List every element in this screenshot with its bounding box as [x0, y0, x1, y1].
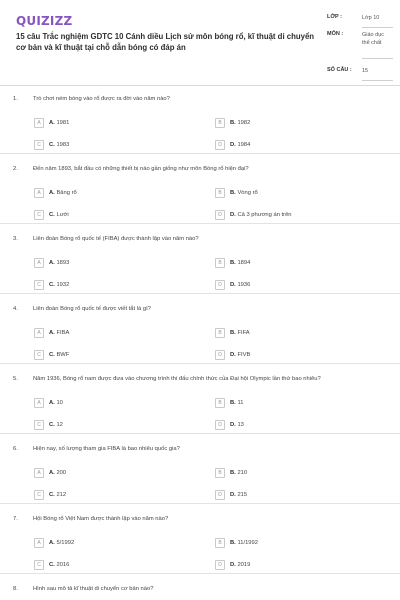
answer-option[interactable]: [34, 559, 204, 571]
option-text: [230, 282, 250, 288]
option-text: [49, 562, 69, 568]
option-label: B.: [230, 190, 236, 196]
option-letter-box: C: [34, 280, 44, 290]
answer-option[interactable]: [34, 349, 204, 361]
question-text: Liên đoàn Bóng rổ quốc tế được viết tắt là gì?: [33, 306, 151, 312]
option-text: [230, 400, 243, 406]
option-value: Vòng rổ: [237, 190, 258, 196]
option-letter-box: C: [34, 210, 44, 220]
option-label: B.: [230, 470, 236, 476]
answer-option[interactable]: [34, 187, 204, 199]
question-item: [0, 156, 400, 224]
question-number: 2.: [13, 166, 18, 172]
option-value: 10: [56, 400, 63, 406]
option-letter-box: C: [34, 490, 44, 500]
answer-option[interactable]: [215, 397, 385, 409]
option-text: [49, 330, 69, 336]
answer-option[interactable]: [215, 209, 385, 221]
option-value: Cả 3 phương án trên: [237, 212, 292, 218]
subject-value: Giáo dục thể chất: [362, 31, 393, 59]
option-label: B.: [230, 120, 236, 126]
option-label: A.: [49, 540, 55, 546]
answer-option[interactable]: [34, 419, 204, 431]
option-letter-box: C: [34, 140, 44, 150]
question-number: 8.: [13, 586, 18, 592]
question-number: 1.: [13, 96, 18, 102]
question-item: [0, 366, 400, 434]
quizizz-logo: QUIZIZZ: [16, 14, 73, 28]
count-row: [327, 67, 393, 81]
answer-option[interactable]: [215, 187, 385, 199]
question-item: [0, 506, 400, 574]
option-value: 13: [237, 422, 244, 428]
question-text: Trò chơi ném bóng vào rổ được ra đời vào năm nào?: [33, 96, 170, 102]
option-letter-box: A: [34, 328, 44, 338]
answer-option[interactable]: [34, 117, 204, 129]
option-label: B.: [230, 540, 236, 546]
option-letter-box: B: [215, 118, 225, 128]
option-value: 1981: [56, 120, 70, 126]
option-letter-box: B: [215, 398, 225, 408]
subject-label: MÔN :: [327, 31, 344, 37]
answer-option[interactable]: [34, 467, 204, 479]
option-letter-box: B: [215, 328, 225, 338]
option-letter-box: C: [34, 420, 44, 430]
answer-option[interactable]: [215, 117, 385, 129]
question-divider: [0, 153, 400, 154]
option-text: [49, 190, 77, 196]
option-label: A.: [49, 260, 55, 266]
option-value: 2019: [237, 562, 251, 568]
subject-row: [327, 31, 393, 59]
option-text: [49, 142, 69, 148]
option-label: C.: [49, 562, 55, 568]
question-text: Năm 1936, Bóng rổ nam được đưa vào chương trình thi đấu chính thức của Đại hội Olympic lần thứ bao nhiêu?: [33, 376, 321, 382]
question-text: Liên đoàn Bóng rổ quốc tế (FIBA) được thành lập vào năm nào?: [33, 236, 199, 242]
option-value: 11/1992: [237, 540, 258, 546]
option-value: 1982: [237, 120, 251, 126]
option-text: [230, 212, 292, 218]
answer-option[interactable]: [34, 279, 204, 291]
option-text: [49, 282, 69, 288]
option-label: C.: [49, 142, 55, 148]
option-label: D.: [230, 282, 236, 288]
option-text: [230, 190, 258, 196]
option-label: D.: [230, 212, 236, 218]
option-letter-box: B: [215, 188, 225, 198]
option-value: Bảng rổ: [56, 190, 77, 196]
option-value: 11: [237, 400, 244, 406]
option-value: FIBA: [56, 330, 70, 336]
question-divider: [0, 503, 400, 504]
option-text: [49, 492, 66, 498]
option-value: 210: [237, 470, 248, 476]
question-number: 3.: [13, 236, 18, 242]
question-item: [0, 296, 400, 364]
option-value: BWF: [56, 352, 70, 358]
option-letter-box: C: [34, 350, 44, 360]
option-label: B.: [230, 400, 236, 406]
worksheet-meta: [327, 14, 393, 81]
option-value: Lưới: [56, 212, 69, 218]
answer-option[interactable]: [215, 279, 385, 291]
option-letter-box: D: [215, 280, 225, 290]
answer-option[interactable]: [34, 397, 204, 409]
option-label: D.: [230, 142, 236, 148]
option-value: 200: [56, 470, 67, 476]
option-value: 1932: [56, 282, 70, 288]
option-text: [49, 400, 63, 406]
option-label: A.: [49, 400, 55, 406]
answer-option[interactable]: [215, 349, 385, 361]
option-letter-box: A: [34, 118, 44, 128]
count-label: SỐ CÂU :: [327, 67, 352, 73]
answer-option[interactable]: [215, 139, 385, 151]
class-value: Lớp 10: [362, 14, 393, 28]
option-letter-box: B: [215, 258, 225, 268]
count-value: 15: [362, 67, 393, 81]
option-text: [230, 422, 244, 428]
option-label: D.: [230, 352, 236, 358]
option-letter-box: D: [215, 560, 225, 570]
option-text: [49, 260, 69, 266]
option-text: [230, 352, 250, 358]
option-text: [230, 562, 250, 568]
answer-option[interactable]: [215, 467, 385, 479]
question-divider: [0, 223, 400, 224]
question-divider: [0, 363, 400, 364]
question-item: [0, 226, 400, 294]
option-text: [230, 330, 250, 336]
option-letter-box: B: [215, 468, 225, 478]
option-label: C.: [49, 352, 55, 358]
answer-option[interactable]: [34, 209, 204, 221]
option-value: 215: [237, 492, 248, 498]
answer-option[interactable]: [34, 257, 204, 269]
worksheet-header: [0, 0, 400, 86]
option-text: [49, 212, 69, 218]
option-value: FIVB: [237, 352, 251, 358]
option-label: B.: [230, 260, 236, 266]
option-value: FIFA: [237, 330, 250, 336]
answer-option[interactable]: [34, 489, 204, 501]
option-letter-box: A: [34, 538, 44, 548]
answer-option[interactable]: [215, 327, 385, 339]
option-letter-box: A: [34, 258, 44, 268]
question-text: Hiện nay, số lượng tham gia FIBA là bao nhiêu quốc gia?: [33, 446, 180, 452]
option-text: [49, 352, 69, 358]
option-letter-box: D: [215, 140, 225, 150]
answer-option[interactable]: [34, 139, 204, 151]
answer-option[interactable]: [215, 489, 385, 501]
question-item: [0, 86, 400, 154]
option-text: [230, 540, 258, 546]
option-letter-box: A: [34, 188, 44, 198]
option-text: [49, 422, 63, 428]
option-letter-box: D: [215, 490, 225, 500]
option-label: B.: [230, 330, 236, 336]
option-label: C.: [49, 492, 55, 498]
option-text: [230, 142, 250, 148]
option-letter-box: B: [215, 538, 225, 548]
option-value: 12: [56, 422, 63, 428]
option-value: 1983: [56, 142, 70, 148]
class-row: [327, 14, 393, 28]
option-text: [49, 120, 69, 126]
answer-option[interactable]: [34, 327, 204, 339]
class-label: LỚP :: [327, 14, 342, 20]
question-divider: [0, 433, 400, 434]
option-label: C.: [49, 282, 55, 288]
question-divider: [0, 293, 400, 294]
option-text: [230, 470, 247, 476]
option-letter-box: D: [215, 350, 225, 360]
answer-option[interactable]: [215, 419, 385, 431]
question-text: Hình sau mô tả kĩ thuật di chuyển cơ bản nào?: [33, 586, 154, 592]
question-number: 7.: [13, 516, 18, 522]
option-label: A.: [49, 190, 55, 196]
option-letter-box: A: [34, 398, 44, 408]
option-letter-box: A: [34, 468, 44, 478]
option-label: A.: [49, 120, 55, 126]
question-number: 5.: [13, 376, 18, 382]
option-value: 1894: [237, 260, 251, 266]
answer-option[interactable]: [215, 257, 385, 269]
option-text: [49, 540, 74, 546]
option-value: 1984: [237, 142, 251, 148]
question-number: 4.: [13, 306, 18, 312]
option-text: [49, 470, 66, 476]
option-letter-box: C: [34, 560, 44, 570]
option-text: [230, 492, 247, 498]
option-label: D.: [230, 492, 236, 498]
option-value: 1936: [237, 282, 251, 288]
option-value: 5/1992: [56, 540, 75, 546]
question-text: Hội Bóng rổ Việt Nam được thành lập vào năm nào?: [33, 516, 169, 522]
option-label: A.: [49, 330, 55, 336]
worksheet-title: 15 câu Trắc nghiệm GDTC 10 Cánh diều Lịch sử môn bóng rổ, kĩ thuật di chuyển cơ bản và kĩ thuật tại chỗ dẫn bóng có đáp án: [16, 32, 315, 52]
option-label: A.: [49, 470, 55, 476]
option-text: [230, 260, 250, 266]
option-letter-box: D: [215, 420, 225, 430]
option-label: C.: [49, 212, 55, 218]
option-label: D.: [230, 562, 236, 568]
answer-option[interactable]: [215, 559, 385, 571]
option-label: C.: [49, 422, 55, 428]
option-letter-box: D: [215, 210, 225, 220]
option-text: [230, 120, 250, 126]
option-label: D.: [230, 422, 236, 428]
question-text: Đến năm 1893, bắt đầu có những thiết bị nào gần giống như môn Bóng rổ hiện đại?: [33, 166, 249, 172]
option-value: 1893: [56, 260, 70, 266]
question-item: [0, 576, 400, 600]
answer-option[interactable]: [215, 537, 385, 549]
option-value: 212: [56, 492, 67, 498]
answer-option[interactable]: [34, 537, 204, 549]
question-item: [0, 436, 400, 504]
question-number: 6.: [13, 446, 18, 452]
option-value: 2016: [56, 562, 70, 568]
question-divider: [0, 573, 400, 574]
